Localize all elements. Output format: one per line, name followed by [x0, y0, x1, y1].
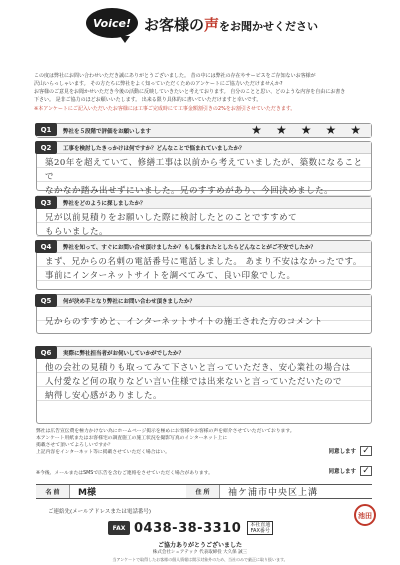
question-badge: Q2: [35, 141, 57, 154]
question-text: 実際に弊社担当者がお伺いしていかがでしたか？: [63, 350, 185, 357]
answer-area[interactable]: 兄が以前見積りをお願いした際に検討したとのことですすめて もらいました。: [37, 209, 371, 239]
consent-text: 弊社は広告宣伝費を極力かけない為にホームページ掲示を極めにお客様やお客様の声を紹介させていただいております。 本アンケート用紙またはお客様宅の調査施工の施工状況を撮影写真のインターネット上に 掲載させて頂いてよろしいですか？ 上記内容をインターネット等に掲載させていただく場合はい。: [36, 429, 295, 455]
question-text: 弊社を５段階で評価をお願いします: [63, 128, 152, 135]
answer-area[interactable]: まず、兄からの名刺の電話番号に電話しました。 あまり不安はなかったです。 事前にインターネットサイトを調べてみて、良い印象でした。: [37, 253, 371, 283]
company-info: 株式会社シュアテック 代表取締役 大久保 誠三: [152, 550, 248, 555]
question-q5: [36, 294, 372, 334]
fax-bar: [108, 520, 328, 536]
agree-checkbox-sms[interactable]: 同意します ✓: [328, 466, 372, 476]
consent-sms-text: ※今後、メールまたはSMSで広告を含むご連絡をさせていただく場合があります。: [36, 471, 213, 476]
star-icon[interactable]: ★: [251, 123, 262, 137]
rating-stars[interactable]: [251, 124, 361, 137]
question-q3: [36, 196, 372, 236]
contact-label: ご連絡先(メールアドレスまたは電話番号): [48, 509, 152, 515]
question-badge: Q5: [35, 294, 57, 307]
address-field[interactable]: 袖ケ浦市中央区上溝: [228, 488, 319, 498]
agree-checkbox-publish[interactable]: 同意します ✓: [328, 446, 372, 456]
answer-area[interactable]: 他の会社の見積りも取ってみて下さいと言っていただき、安心業社の場合は 人付愛など何の取りなどい言い住様では出来ないと言っていただいたので 納得し安心感がありました。: [37, 359, 371, 403]
intro-note: ※本アンケートにご記入いただいたお客様には工事ご完成時にて工事金額割引きの2%をお割引させていただきます。: [34, 106, 296, 112]
page-title: お客様の声をお聞かせください: [144, 16, 319, 34]
answer-area[interactable]: 兄からのすすめと、インターネットサイトの施工された方のコメント: [37, 307, 371, 329]
check-icon[interactable]: ✓: [360, 446, 372, 456]
question-badge: Q4: [35, 240, 57, 253]
question-badge: Q3: [35, 196, 57, 209]
question-q2: [36, 141, 372, 196]
voice-bubble: Voice!: [86, 8, 138, 38]
address-label: 住 所: [186, 485, 220, 498]
name-label: 名 前: [36, 485, 70, 498]
question-badge: Q1: [35, 123, 57, 136]
seal-stamp: 池田: [354, 504, 376, 526]
question-q6: [36, 346, 372, 424]
question-text: 工事を検討したきっかけは何ですか？どんなことで悩まれていましたか？: [63, 145, 245, 152]
question-badge: Q6: [35, 346, 57, 359]
question-q1: [36, 123, 372, 138]
privacy-footnote: 当アンケートで取得したお客様の個人情報は開示対象外のため、当社のみで厳正に取り扱います。: [112, 557, 288, 562]
question-text: 何が決め手となり弊社にお問い合わせ頂きましたか？: [63, 298, 196, 305]
thanks-text: ご協力ありがとうございました: [157, 542, 242, 549]
star-icon[interactable]: ★: [275, 123, 287, 137]
answer-area[interactable]: 築20年を超えていて、修繕工事は以前から考えていましたが、築数になることで なかなか踏み出せずにいました。兄のすすめがあり、今回決めました。: [37, 154, 371, 198]
question-q4: [36, 240, 372, 290]
star-icon[interactable]: ★: [300, 123, 312, 137]
check-icon[interactable]: ✓: [360, 466, 372, 476]
header: [0, 4, 400, 44]
star-icon[interactable]: ★: [350, 123, 361, 137]
intro-text: この度は弊社にお問い合わせいただき誠にありがとうございました。 昔の中には弊社の存在やサービスをご存知ないお客様が 沢山いらっしゃいます。 その方たちに弊社をよく知っていただくためのアンケートにご協力いただけませんか? お客様のご意見をお聞かせいただき今後の活動に反映していきたいと考えております。 自分のことと思い、どのような内容を自由にお書き 下さい。 是非ご協力のほどお願いいたします。 出来る限り具体的に書いていただけますと幸いです。: [34, 73, 346, 103]
fax-icon: FAX: [108, 521, 130, 535]
fax-tag: 本社直通 FAX番号: [247, 521, 273, 535]
question-text: 弊社を知って、すぐにお問い合せ頂けましたか？もし悩まれたとしたらどんなことがご不安でしたか？: [63, 244, 316, 251]
fax-number: 0438-38-3310: [134, 520, 242, 536]
question-text: 弊社をどのように探しましたか？: [63, 200, 146, 207]
customer-info: [36, 484, 372, 499]
star-icon[interactable]: ★: [325, 123, 337, 137]
name-field[interactable]: M様: [78, 488, 96, 498]
